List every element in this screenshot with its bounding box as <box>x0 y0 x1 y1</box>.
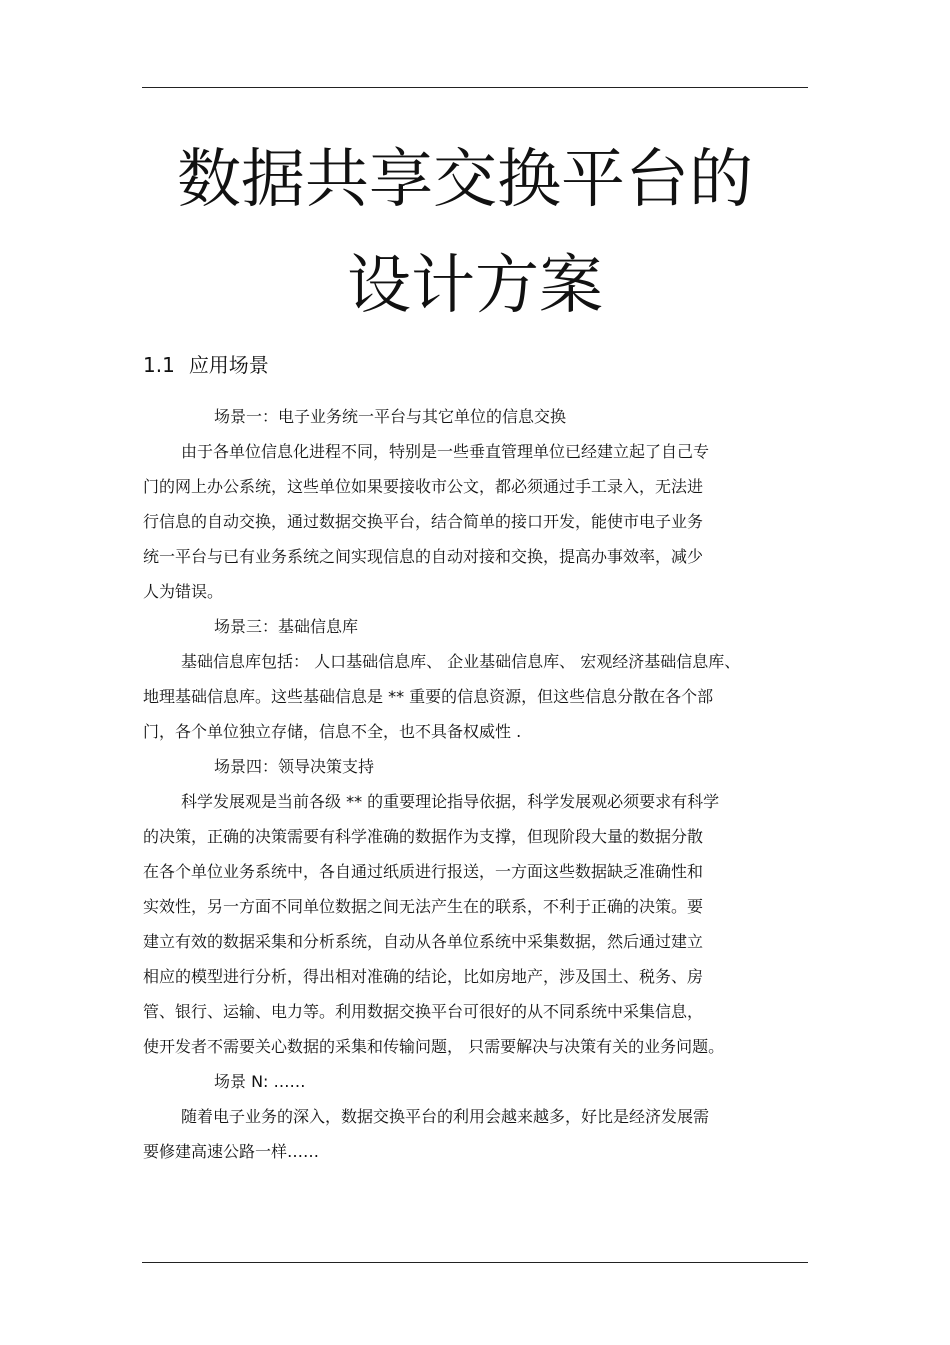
body-line: 基础信息库包括： 人口基础信息库、 企业基础信息库、 宏观经济基础信息库、 <box>181 652 741 671</box>
body-line: 由于各单位信息化进程不同，特别是一些垂直管理单位已经建立起了自己专 <box>181 442 710 461</box>
document-title-line-2: 设计方案 <box>347 249 603 323</box>
top-rule <box>142 87 808 88</box>
body-line: 人为错误。 <box>143 582 224 601</box>
body-line: 相应的模型进行分析，得出相对准确的结论，比如房地产，涉及国土、税务、房 <box>143 967 704 986</box>
scenario-1-heading: 场景一：电子业务统一平台与其它单位的信息交换 <box>214 407 567 426</box>
scenario-3-heading: 场景三：基础信息库 <box>214 617 359 636</box>
section-heading <box>143 350 269 380</box>
body-line: 随着电子业务的深入，数据交换平台的利用会越来越多，好比是经济发展需 <box>181 1107 710 1126</box>
body-line: 统一平台与已有业务系统之间实现信息的自动对接和交换，提高办事效率，减少 <box>143 547 704 566</box>
body-line: 建立有效的数据采集和分析系统，自动从各单位系统中采集数据，然后通过建立 <box>143 932 704 951</box>
body-line: 要修建高速公路一样…… <box>143 1142 320 1161</box>
body-line: 科学发展观是当前各级 ** 的重要理论指导依据，科学发展观必须要求有科学 <box>181 792 720 811</box>
section-number: 1.1 <box>143 353 175 377</box>
bottom-rule <box>142 1262 808 1263</box>
body-line: 实效性，另一方面不同单位数据之间无法产生在的联系，不利于正确的决策。要 <box>143 897 704 916</box>
scenario-n-heading: 场景 N: …… <box>214 1072 306 1091</box>
body-line: 在各个单位业务系统中，各自通过纸质进行报送，一方面这些数据缺乏准确性和 <box>143 862 704 881</box>
section-title: 应用场景 <box>188 353 269 377</box>
body-line: 门，各个单位独立存储，信息不全，也不具备权威性 . <box>143 722 522 741</box>
scenario-4-heading: 场景四：领导决策支持 <box>214 757 375 776</box>
body-line: 门的网上办公系统，这些单位如果要接收市公文，都必须通过手工录入，无法进 <box>143 477 704 496</box>
body-line: 地理基础信息库。这些基础信息是 ** 重要的信息资源，但这些信息分散在各个部 <box>143 687 714 706</box>
body-line: 管、银行、运输、电力等。利用数据交换平台可很好的从不同系统中采集信息， <box>143 1002 704 1021</box>
body-line: 使开发者不需要关心数据的采集和传输问题， 只需要解决与决策有关的业务问题。 <box>143 1037 725 1056</box>
document-title-line-1: 数据共享交换平台的 <box>177 143 753 217</box>
body-line: 的决策，正确的决策需要有科学准确的数据作为支撑，但现阶段大量的数据分散 <box>143 827 704 846</box>
body-line: 行信息的自动交换，通过数据交换平台，结合简单的接口开发，能使市电子业务 <box>143 512 704 531</box>
